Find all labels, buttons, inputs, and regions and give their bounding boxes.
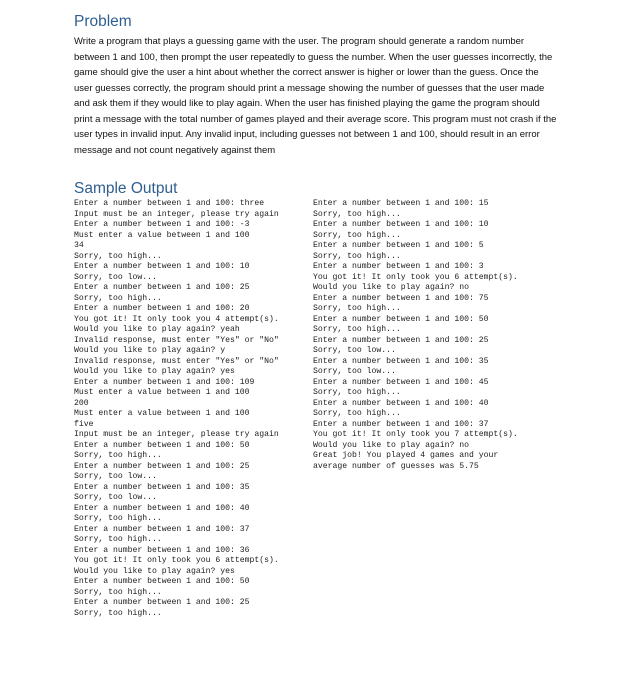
console-line: Would you like to play again? no bbox=[313, 440, 470, 450]
console-line: Sorry, too high... bbox=[74, 451, 162, 460]
console-line: Enter a number between 1 and 100: 25 bbox=[74, 598, 250, 607]
console-line: Would you like to play again? yes bbox=[74, 367, 235, 376]
console-line: 200 bbox=[74, 398, 89, 408]
console-line: Enter a number between 1 and 100: -3 bbox=[74, 220, 250, 229]
console-line: Would you like to play again? yeah bbox=[74, 325, 240, 334]
console-line: Would you like to play again? y bbox=[74, 346, 226, 355]
console-line: Enter a number between 1 and 100: 25 bbox=[313, 335, 489, 345]
console-line: Sorry, too low... bbox=[74, 493, 157, 502]
console-line: Input must be an integer, please try again bbox=[74, 430, 279, 439]
console-line: Enter a number between 1 and 100: 10 bbox=[74, 262, 250, 271]
console-line: Enter a number between 1 and 100: 5 bbox=[313, 241, 484, 250]
console-line: Enter a number between 1 and 100: 10 bbox=[313, 220, 489, 229]
console-line: 34 bbox=[74, 241, 84, 250]
console-line: Enter a number between 1 and 100: 45 bbox=[313, 377, 489, 387]
console-line: Great job! You played 4 games and your bbox=[313, 451, 499, 460]
console-line: Invalid response, must enter "Yes" or "No" bbox=[74, 335, 279, 345]
console-line: Enter a number between 1 and 100: 25 bbox=[74, 283, 250, 292]
console-line: Sorry, too low... bbox=[313, 367, 396, 376]
console-line: Sorry, too high... bbox=[313, 325, 401, 334]
console-line: Enter a number between 1 and 100: three bbox=[74, 199, 265, 208]
console-line: Sorry, too low... bbox=[313, 346, 396, 355]
console-line: Enter a number between 1 and 100: 25 bbox=[74, 461, 250, 471]
console-line: Sorry, too high... bbox=[313, 304, 401, 313]
console-line: Sorry, too high... bbox=[74, 535, 162, 544]
console-line: Enter a number between 1 and 100: 40 bbox=[74, 503, 250, 513]
console-line: Would you like to play again? no bbox=[313, 283, 470, 292]
console-line: Invalid response, must enter "Yes" or "No" bbox=[74, 356, 279, 366]
console-line: Enter a number between 1 and 100: 36 bbox=[74, 545, 250, 555]
console-line: Sorry, too high... bbox=[74, 293, 162, 303]
console-line: Enter a number between 1 and 100: 20 bbox=[74, 304, 250, 313]
problem-description: Write a program that plays a guessing game with the user. The program should generate a random number between 1 and 100, then prompt the user repeatedly to guess the number. When the user guesses incorrectly, the game should give the user a hint about whether the correct answer is higher or lower than the guess. Once the user guesses correctly, the program should print a message showing the number of guesses that the user made and ask them if they would like to play again. When the user has finished playing the game the program should print a message with the total number of games played and their average score. This program must not crash if the user types in invalid input. Any invalid input, including guesses not between 1 and 100, should result in an error message and not count negatively against them bbox=[74, 36, 557, 156]
console-line: Enter a number between 1 and 100: 3 bbox=[313, 262, 484, 271]
console-line: Enter a number between 1 and 100: 35 bbox=[74, 482, 250, 492]
console-line: Enter a number between 1 and 100: 75 bbox=[313, 293, 489, 303]
console-line: Sorry, too high... bbox=[313, 251, 401, 261]
console-line: Enter a number between 1 and 100: 35 bbox=[313, 356, 489, 366]
console-line: Must enter a value between 1 and 100 bbox=[74, 230, 250, 240]
sample-output-heading: Sample Output bbox=[74, 180, 178, 197]
console-line: Must enter a value between 1 and 100 bbox=[74, 409, 250, 418]
console-line: Enter a number between 1 and 100: 15 bbox=[313, 199, 489, 208]
console-line: Sorry, too high... bbox=[313, 209, 401, 219]
console-line: Enter a number between 1 and 100: 37 bbox=[74, 524, 250, 534]
console-line: five bbox=[74, 419, 94, 429]
console-line: Sorry, too high... bbox=[74, 251, 162, 261]
console-line: Sorry, too high... bbox=[313, 230, 401, 240]
sample-output-left-column bbox=[74, 199, 279, 619]
console-line: Enter a number between 1 and 100: 50 bbox=[74, 577, 250, 586]
console-line: Sorry, too high... bbox=[74, 514, 162, 523]
console-line: You got it! It only took you 6 attempt(s). bbox=[313, 272, 518, 282]
console-line: Sorry, too high... bbox=[74, 587, 162, 597]
console-line: Sorry, too low... bbox=[74, 472, 157, 481]
console-line: Enter a number between 1 and 100: 109 bbox=[74, 377, 255, 387]
console-line: Input must be an integer, please try again bbox=[74, 209, 279, 219]
console-line: You got it! It only took you 4 attempt(s). bbox=[74, 314, 279, 324]
console-line: Would you like to play again? yes bbox=[74, 566, 235, 576]
console-line: Sorry, too high... bbox=[74, 608, 162, 618]
sample-output-right-column bbox=[313, 199, 518, 472]
console-line: Enter a number between 1 and 100: 40 bbox=[313, 398, 489, 408]
console-line: Enter a number between 1 and 100: 37 bbox=[313, 419, 489, 429]
console-line: Sorry, too low... bbox=[74, 272, 157, 282]
console-line: You got it! It only took you 7 attempt(s). bbox=[313, 430, 518, 439]
console-line: Sorry, too high... bbox=[313, 409, 401, 418]
console-line: Enter a number between 1 and 100: 50 bbox=[74, 440, 250, 450]
console-line: average number of guesses was 5.75 bbox=[313, 461, 479, 471]
console-line: Enter a number between 1 and 100: 50 bbox=[313, 314, 489, 324]
problem-heading: Problem bbox=[74, 13, 132, 30]
console-line: Must enter a value between 1 and 100 bbox=[74, 388, 250, 397]
console-line: Sorry, too high... bbox=[313, 388, 401, 397]
console-line: You got it! It only took you 6 attempt(s). bbox=[74, 556, 279, 565]
